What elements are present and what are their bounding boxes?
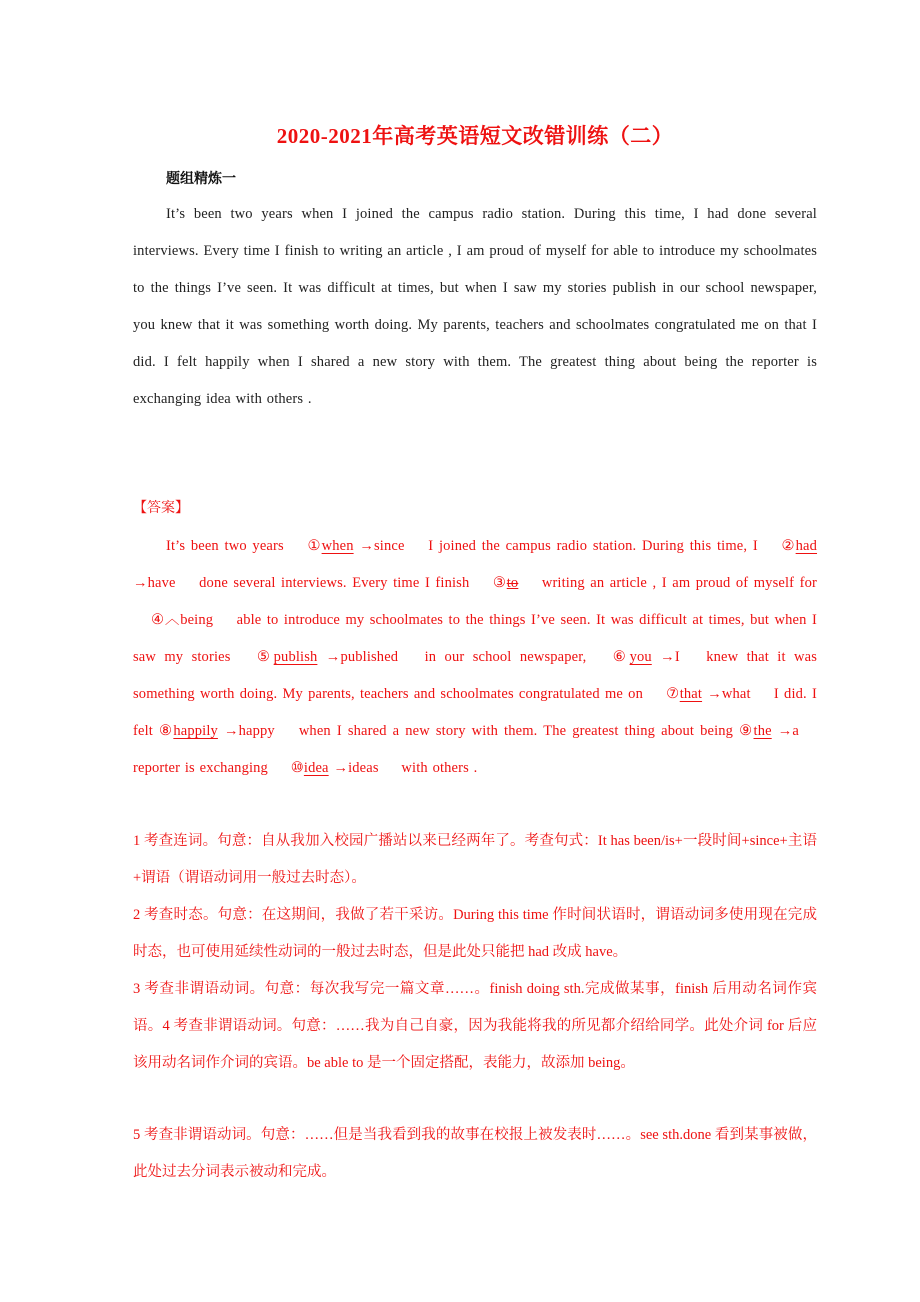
answer-text: knew that it was something worth doing. My parents, teachers and schoolmates congratulated me on xyxy=(133,649,818,702)
correction-number: ② xyxy=(781,538,796,554)
answer-text: writing an article , I am proud of myself for xyxy=(541,575,817,591)
correct-word: a xyxy=(792,723,799,739)
arrow-icon: → xyxy=(133,575,148,591)
correction-number: ⑦ xyxy=(666,686,680,702)
answer-passage xyxy=(133,528,817,787)
answer-label: 【答案】 xyxy=(133,500,189,516)
correction-number: ⑨ xyxy=(739,723,754,739)
explanation-5: 5 考查非谓语动词。句意：……但是当我看到我的故事在校报上被发表时……。see sth.done 看到某事被做，此处过去分词表示被动和完成。 xyxy=(133,1127,817,1180)
arrow-icon: → xyxy=(223,723,239,739)
wrong-word: idea xyxy=(303,760,329,776)
answer-text: reporter is exchanging xyxy=(133,760,268,776)
wrong-word: had xyxy=(795,538,818,554)
answer-text: I joined the campus radio station. During this time, I xyxy=(428,538,758,554)
answer-text: It’s been two years xyxy=(166,538,284,554)
answer-text: when I shared a new story with them. The greatest thing about being xyxy=(298,723,734,739)
arrow-icon: → xyxy=(359,538,374,554)
wrong-word: you xyxy=(629,649,652,665)
correction-number: ⑧ xyxy=(158,723,174,739)
arrow-icon: → xyxy=(707,686,722,702)
explanation-1: 1 考查连词。句意：自从我加入校园广播站以来已经两年了。考查句式：It has been/is+一段时间+since+主语+谓语（谓语动词用一般过去时态）。 xyxy=(133,833,817,886)
correction-number: ⑤ xyxy=(256,649,274,665)
correct-word: ideas xyxy=(348,760,379,776)
arrow-icon: → xyxy=(777,723,793,739)
arrow-icon: → xyxy=(660,649,675,665)
answer-text: able to introduce my schoolmates to the things I’ve seen. It was difficult at times, but when I saw my stories xyxy=(133,612,817,665)
answer-text: in our school newspaper, xyxy=(424,649,587,665)
correct-word: have xyxy=(147,575,176,591)
answer-text: I did. I felt xyxy=(133,686,817,739)
wrong-word: when xyxy=(321,538,354,554)
arrow-icon: → xyxy=(325,649,341,665)
wrong-word: publish xyxy=(273,649,318,665)
explanation-3-4: 3 考查非谓语动词。句意：每次我写完一篇文章……。finish doing sth.完成做某事，finish 后用动名词作宾语。4 考查非谓语动词。句意：……我为自己自豪，因为我能将我的所见都介绍给同学。此处介词 for 后应该用动名词作介词的宾语。be able to 是一个固定搭配，表能力，故添加 being。 xyxy=(133,981,817,1071)
correct-word: happy xyxy=(238,723,275,739)
correction-number: ⑥ xyxy=(612,649,630,665)
insert-caret-icon: ︿ xyxy=(164,612,181,628)
correction-number: ③ xyxy=(492,575,507,591)
explanation-2: 2 考查时态。句意：在这期间，我做了若干采访。During this time 作时间状语时，谓语动词多使用现在完成时态，也可使用延续性动词的一般过去时态，但是此处只能把 had 改成 have。 xyxy=(133,907,817,960)
question-passage: It’s been two years when I joined the campus radio station. During this time, I had done several interviews. Every time I finish to writing an article , I am proud of myself for able to introduce my schoolmates to the things I’ve seen. It was difficult at times, but when I saw my stories publish in our school newspaper, you knew that it was something worth doing. My parents, teachers and schoolmates congratulated me on that I did. I felt happily when I shared a new story with them. The greatest thing about being the reporter is exchanging idea with others . xyxy=(133,206,817,407)
correction-number: ⑩ xyxy=(290,760,304,776)
document-title: 2020-2021年高考英语短文改错训练（二） xyxy=(276,124,674,148)
wrong-word: the xyxy=(753,723,772,739)
correct-word: I xyxy=(674,649,680,665)
wrong-word: happily xyxy=(173,723,218,739)
arrow-icon: → xyxy=(333,760,349,776)
inserted-word: being xyxy=(180,612,214,628)
correct-word: since xyxy=(373,538,405,554)
section-heading: 题组精炼一 xyxy=(166,171,236,187)
correct-word: published xyxy=(340,649,399,665)
correction-number: ① xyxy=(307,538,322,554)
wrong-word: that xyxy=(679,686,703,702)
answer-text: with others . xyxy=(401,760,478,776)
correction-number: ④ xyxy=(151,612,165,628)
correct-word: what xyxy=(721,686,751,702)
answer-text: done several interviews. Every time I finish xyxy=(199,575,470,591)
deleted-word: to xyxy=(506,575,519,591)
